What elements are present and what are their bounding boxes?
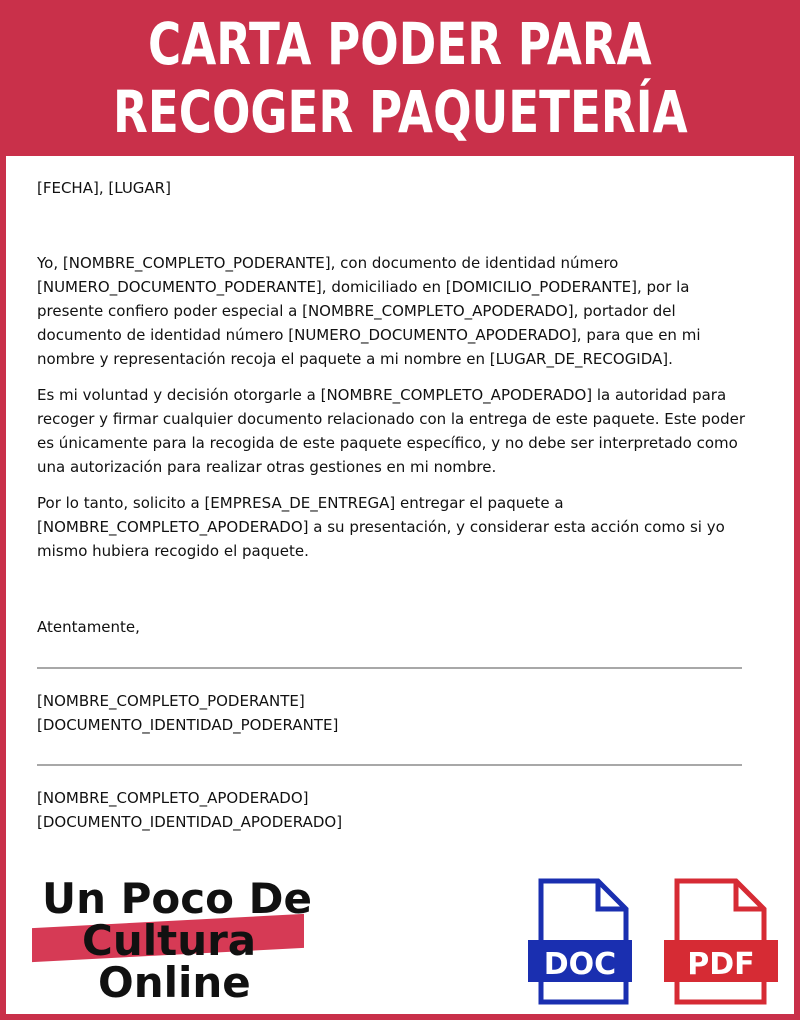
paragraph-request: Por lo tanto, solicito a [EMPRESA_DE_ENTREGA] entregar el paquete a [NOMBRE_COMPLETO_APODERADO] a su presentación, y considerar esta acción como si yo mismo hubiera recogido el paquete. xyxy=(37,494,725,560)
doc-label: DOC xyxy=(543,947,617,982)
brand-logo xyxy=(30,874,320,1007)
proxy-name: [NOMBRE_COMPLETO_APODERADO] xyxy=(37,789,309,807)
pdf-file-icon xyxy=(662,878,780,1006)
proxy-id: [DOCUMENTO_IDENTIDAD_APODERADO] xyxy=(37,813,343,831)
paragraph-grant-power: Yo, [NOMBRE_COMPLETO_PODERANTE], con documento de identidad número [NUMERO_DOCUMENTO_PODERANTE], domiciliado en [DOMICILIO_PODERANTE], por la presente confiero poder especial a [NOMBRE_COMPLETO_APODERADO], portador del documento de identidad número [NUMERO_DOCUMENTO_APODERADO], para que en mi nombre y representación recoja el paquete a mi nombre en [LUGAR_DE_RECOGIDA]. xyxy=(37,254,701,368)
letter-body xyxy=(37,176,747,834)
brand-line-1: Un Poco De xyxy=(42,874,312,923)
doc-download-button[interactable] xyxy=(526,878,636,1006)
closing: Atentamente, xyxy=(37,618,140,636)
doc-file-icon xyxy=(526,878,636,1006)
grantor-id: [DOCUMENTO_IDENTIDAD_PODERANTE] xyxy=(37,716,339,734)
page-header xyxy=(0,0,800,156)
brand-line-2: Cultura xyxy=(82,916,257,965)
grantor-name: [NOMBRE_COMPLETO_PODERANTE] xyxy=(37,692,305,710)
brand-line-3: Online xyxy=(98,958,251,1007)
signature-line-grantor xyxy=(37,667,742,669)
paragraph-authority: Es mi voluntad y decisión otorgarle a [NOMBRE_COMPLETO_APODERADO] la autoridad para recoger y firmar cualquier documento relacionado con la entrega de este paquete. Este poder es únicamente para la recogida de este paquete específico, y no debe ser interpretado como una autorización para realizar otras gestiones en mi nombre. xyxy=(37,386,746,476)
title-line-2: RECOGER PAQUETERÍA xyxy=(112,78,688,146)
pdf-download-button[interactable] xyxy=(662,878,772,1006)
title-line-1: CARTA PODER PARA xyxy=(148,10,652,78)
date-place: [FECHA], [LUGAR] xyxy=(37,179,171,197)
signature-line-proxy xyxy=(37,764,742,766)
pdf-label: PDF xyxy=(687,947,755,982)
